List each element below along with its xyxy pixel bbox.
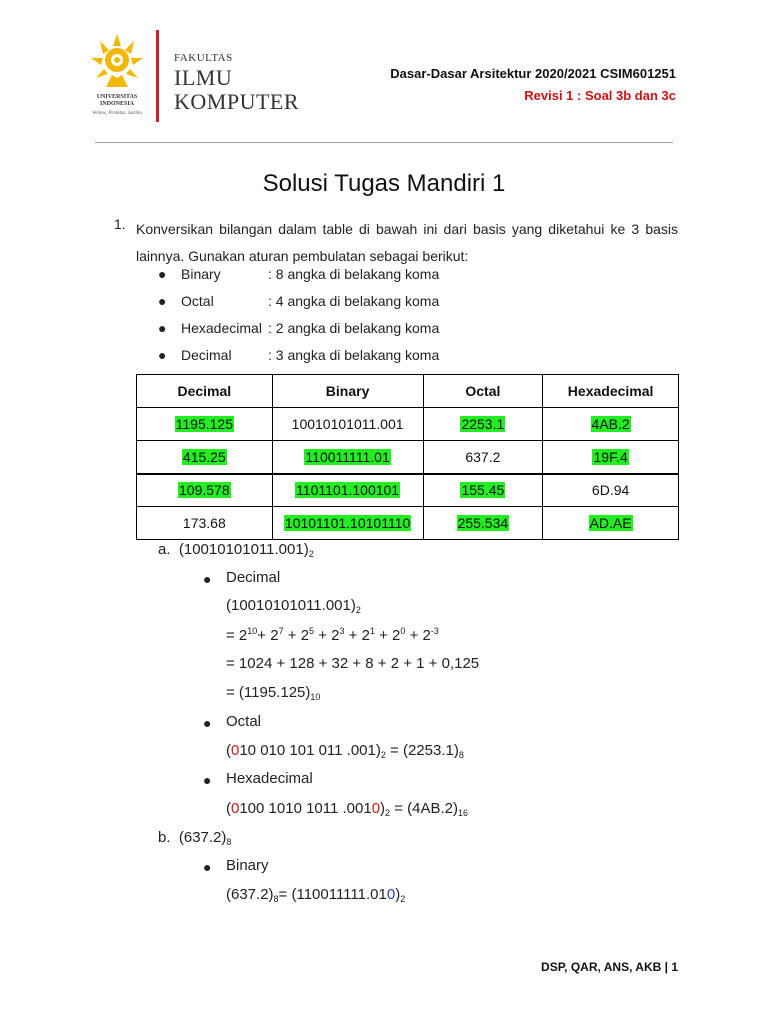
- highlighted-value: 110011111.01: [305, 448, 390, 465]
- cell-value: 173.68: [182, 515, 226, 531]
- highlighted-value: 4AB.2: [591, 416, 630, 432]
- seal-tagline: Veritas, Probitas, Iustitia: [91, 111, 143, 116]
- bullet-icon: ●: [203, 772, 212, 788]
- highlighted-value: AD.AE: [589, 515, 632, 531]
- highlighted-value: 109.578: [179, 482, 230, 499]
- highlighted-value: 2253.1: [461, 416, 505, 432]
- logo-divider: [156, 30, 159, 122]
- rule-description: : 3 angka di belakang koma: [268, 347, 440, 363]
- highlighted-value: 19F.4: [593, 448, 628, 465]
- bullet-icon: ●: [203, 715, 212, 731]
- column-header: Hexadecimal: [543, 375, 679, 408]
- table-cell: [423, 474, 543, 507]
- bullet-icon: ●: [158, 293, 167, 309]
- table-row: [137, 474, 679, 507]
- highlighted-value: 155.45: [461, 482, 505, 499]
- table-cell: [137, 507, 273, 540]
- cell-value: 6D.94: [591, 482, 630, 499]
- bullet-icon: ●: [158, 320, 167, 336]
- rule-base: Hexadecimal: [181, 320, 262, 336]
- course-title: Dasar-Dasar Arsitektur 2020/2021 CSIM601251: [390, 66, 676, 81]
- solution-label: b.: [158, 829, 171, 846]
- highlighted-value: 10101101.10101110: [284, 515, 411, 531]
- faculty-name-line2: KOMPUTER: [174, 89, 300, 114]
- rule-base: Octal: [181, 293, 214, 309]
- table-cell: [423, 408, 543, 441]
- table-cell: [543, 474, 679, 507]
- column-header: Binary: [272, 375, 423, 408]
- table-cell: [137, 408, 273, 441]
- faculty-label: FAKULTAS: [174, 52, 233, 64]
- table-cell: [272, 441, 423, 474]
- binary-step: $(637.2)_8= (110011111.010)_2$: [226, 886, 406, 904]
- bullet-icon: ●: [158, 266, 167, 282]
- decimal-step-binary: $(10010101011.001)_2$: [226, 597, 361, 615]
- decimal-step-result: = $(1195.125)_{10}$: [226, 684, 321, 702]
- seal-text-universitas: UNIVERSITAS: [96, 94, 138, 100]
- binary-heading: Binary: [226, 857, 269, 874]
- octal-step: (010 010 101 011 $.001)_2 = (2253.1)_8$: [226, 742, 464, 760]
- faculty-logo: [88, 30, 308, 126]
- decimal-heading: Decimal: [226, 569, 281, 586]
- hex-step: (0100 1010 1011 $.0010)_2 = (4AB.2)_{16}$: [226, 800, 469, 818]
- question-number: 1.: [114, 216, 126, 232]
- octal-heading: Octal: [226, 713, 262, 730]
- rule-description: : 4 angka di belakang koma: [268, 293, 440, 309]
- table-cell: [137, 474, 273, 507]
- page-footer: DSP, QAR, ANS, AKB | 1: [541, 960, 678, 974]
- decimal-step-sum: = 1024 + 128 + 32 + 8 + 2 + 1 + 0,125: [226, 655, 480, 672]
- revision-note: Revisi 1 : Soal 3b dan 3c: [524, 88, 676, 103]
- highlighted-value: 1101101.100101: [296, 482, 400, 499]
- cell-value: 637.2: [465, 448, 501, 465]
- solution-label: a.: [158, 541, 171, 558]
- bullet-icon: ●: [203, 571, 212, 587]
- rule-description: : 2 angka di belakang koma: [268, 320, 440, 336]
- decimal-step-powers: = $2^{10}+ 2^7 + 2^5 + 2^3 + 2^1 + 2^0 + 2^{-3}$: [226, 626, 439, 644]
- table-row: [137, 408, 679, 441]
- university-seal-icon: [88, 32, 146, 120]
- rule-description: : 8 angka di belakang koma: [268, 266, 440, 282]
- faculty-name-line1: ILMU: [174, 65, 233, 90]
- cell-value: 10010101011.001: [291, 416, 404, 432]
- table-header-row: [137, 375, 679, 408]
- table-cell: [423, 507, 543, 540]
- page-title: Solusi Tugas Mandiri 1: [262, 170, 506, 197]
- table-cell: [137, 441, 273, 474]
- table-cell: [423, 441, 543, 474]
- highlighted-value: 415.25: [182, 448, 226, 465]
- table-row: [137, 441, 679, 474]
- conversion-table: [136, 374, 679, 540]
- rule-base: Binary: [181, 266, 221, 282]
- header-divider: [95, 142, 673, 143]
- seal-text-indonesia: INDONESIA: [99, 101, 134, 107]
- question-text: Konversikan bilangan dalam table di bawah ini dari basis yang diketahui ke 3 basis lainnya. Gunakan aturan pembulatan sebagai berikut:: [136, 221, 678, 264]
- solution-a-heading: a. $(10010101011.001)_2$: [158, 541, 314, 559]
- table-row: [137, 507, 679, 540]
- rule-base: Decimal: [181, 347, 232, 363]
- bullet-icon: ●: [158, 347, 167, 363]
- highlighted-value: 255.534: [457, 515, 509, 531]
- table-cell: [272, 474, 423, 507]
- table-cell: [543, 441, 679, 474]
- table-cell: [543, 408, 679, 441]
- hex-heading: Hexadecimal: [226, 770, 313, 787]
- column-header: Decimal: [137, 375, 273, 408]
- table-cell: [272, 507, 423, 540]
- column-header: Octal: [423, 375, 543, 408]
- table-cell: [272, 408, 423, 441]
- highlighted-value: 1195.125: [175, 416, 233, 432]
- solution-b-heading: b. $(637.2)_8$: [158, 829, 232, 847]
- bullet-icon: ●: [203, 859, 212, 875]
- table-cell: [543, 507, 679, 540]
